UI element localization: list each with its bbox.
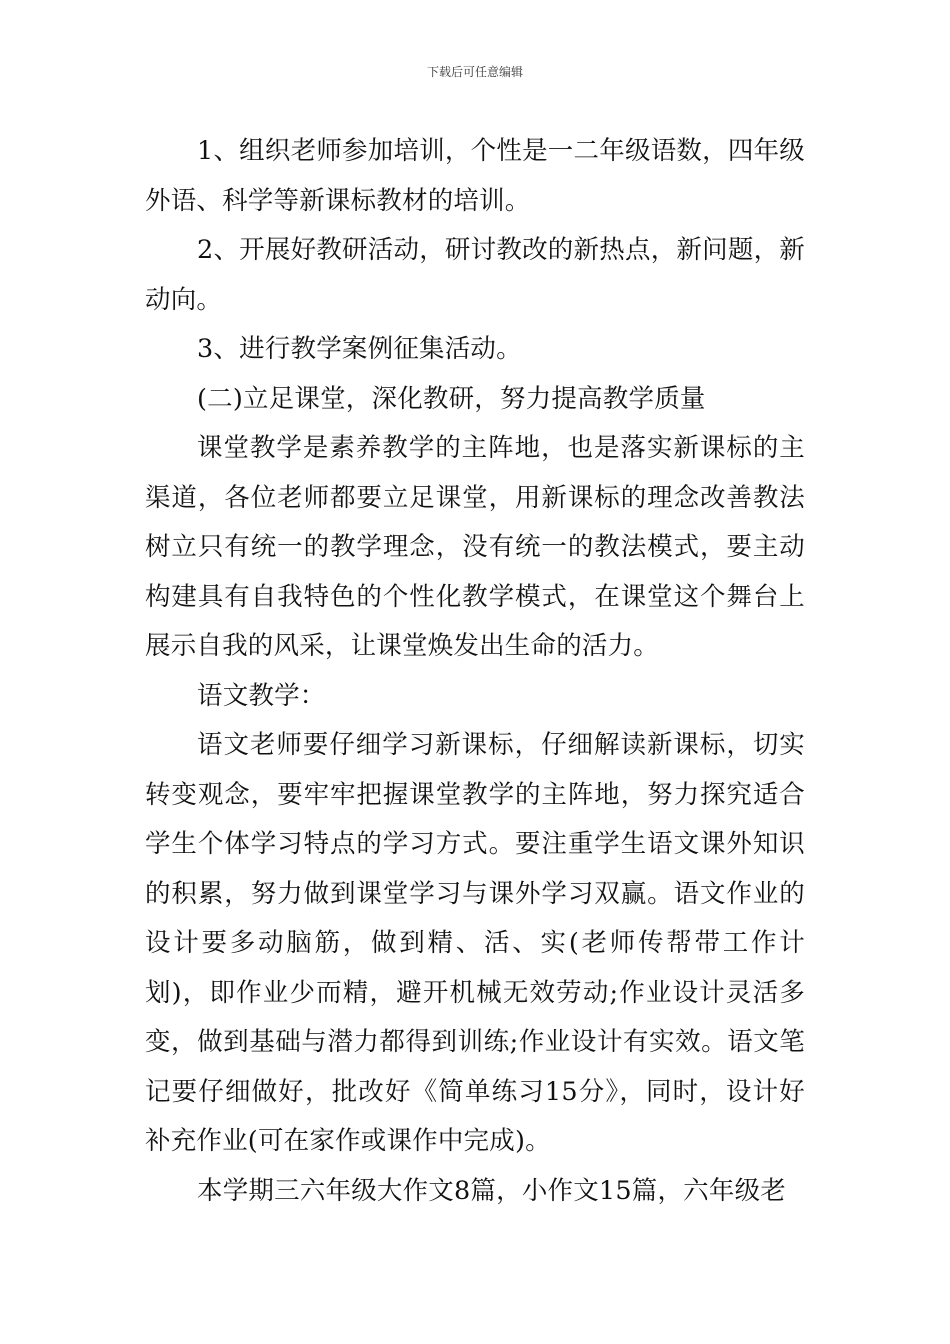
paragraph-research-activities: 2、开展好教研活动，研讨教改的新热点，新问题，新动向。 (145, 235, 805, 315)
subheading-chinese-teaching: 语文教学： (197, 680, 326, 711)
paragraph-compositions: 本学期三六年级大作文8篇，小作文15篇，六年级老 (197, 1175, 786, 1206)
paragraph-training: 1、组织老师参加培训，个性是一二年级语数，四年级外语、科学等新课标教材的培训。 (145, 136, 805, 216)
section-heading-classroom: (二)立足课堂，深化教研，努力提高教学质量 (197, 383, 706, 414)
paragraph-case-collection: 3、进行教学案例征集活动。 (197, 334, 522, 364)
document-body (145, 127, 805, 1216)
paragraph-classroom-teaching: 课堂教学是素养教学的主阵地，也是落实新课标的主渠道，各位老师都要立足课堂，用新课标的理念改善教法树立只有统一的教学理念，没有统一的教法模式，要主动构建具有自我特色的个性化教学模式，在课堂这个舞台上展示自我的风采，让课堂焕发出生命的活力。 (145, 433, 805, 661)
page-header-note: 下载后可任意编辑 (426, 65, 523, 79)
paragraph-chinese-teachers: 语文老师要仔细学习新课标，仔细解读新课标，切实转变观念，要牢牢把握课堂教学的主阵地，努力探究适合学生个体学习特点的学习方式。要注重学生语文课外知识的积累，努力做到课堂学习与课外学习双赢。语文作业的设计要多动脑筋，做到精、活、实(老师传帮带工作计划)，即作业少而精，避开机械无效劳动;作业设计灵活多变，做到基础与潜力都得到训练;作业设计有实效。语文笔记要仔细做好，批改好《简单练习15分》，同时，设计好补充作业(可在家作或课作中完成)。 (145, 730, 805, 1156)
